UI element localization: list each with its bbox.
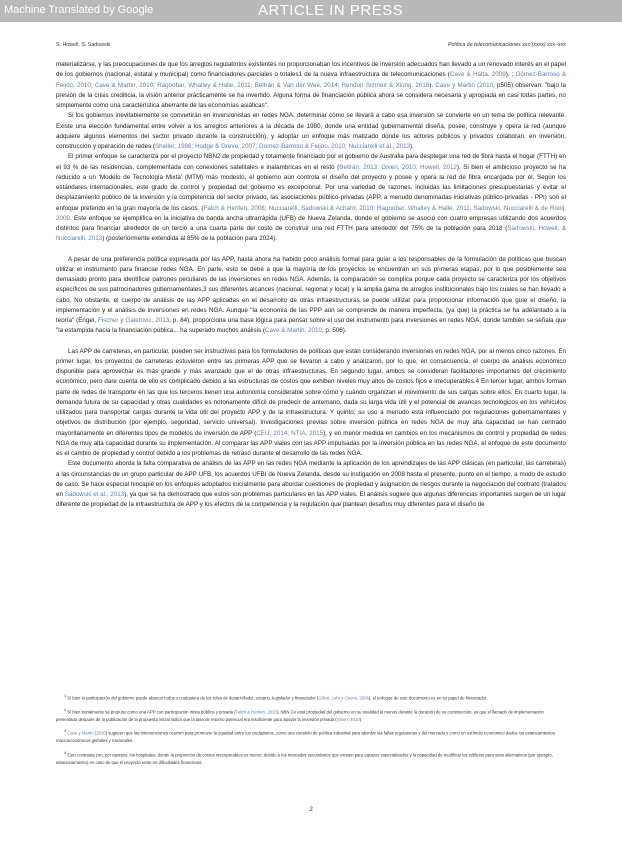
page-number: 2 [309,806,313,813]
text-segment: ). [429,81,436,89]
body-paragraph [56,347,566,460]
text-segment: Las APP de carreteras, en particular, pueden ser instructivas para los formuladores de políticas que están considerando inversiones en redes NGA, por al menos cinco razones. En primer lugar, los proyectos de carreteras estuvieron entre las primeras APP que se llevaron a cabo y analizaron, por lo que, en consecuencia, el cuerpo de análisis económico disponible para aprovechar es más grande y más avanzado que el de otras infraestructuras. En segundo lugar, ambos se consideran facilitadores importantes del crecimiento económico, pero dare cuenta de ello es complicado debido a las estructuras de costos que exhiben niveles muy altos de costos fijos e irrecuperables.4 En tercer lugar, ambos forman parte de redes de transporte en las que los terceros tienen una autonomía considerable sobre cómo y cuándo organizan el movimiento de sus cargas sobre ellos. En cuarto lugar, la demanda futura de su capacidad y otras cualidades es notoriamente difícil de predecir de antemano, dada su larga vida útil y el potencial de avances tecnológicos en los vehículos utilizados para transportar cargas durante la vida útil del proyecto APP y de la infraestructura. Y quinto, su uso a menudo está influenciado por regulaciones gubernamentales y objetivos de distribución (por ejemplo, seguridad, servicio universal). Investigaciones previas sobre inversión pública en redes NGA de muy alta capacidad se han centrado mayoritariamente en diferentes tipos de modelos de inversión de APP ( [56,347,566,437]
text-segment: El primer enfoque se caracteriza por el proyecto NBN2 de propiedad y totalmente financiado por el gobierno de Australia para desplegar una red de fibra hasta el hogar (FTTH) en el 93 % de las residencias, complementada con conexiones satelitales e inalámbricas en el resto ( [56,153,566,171]
text-segment: , p. 506). [321,327,347,335]
text-segment: materializarse, y las preocupaciones de que los arreglos regulatorios existentes no proporcionaban los incentivos de inversión adecuados han llevado a un renovado interés en el papel de los gobiernos (nacional, estatal y municipal) como financiadores parciales o totales1 de la nueva infraestructura de telecomunicaciones ( [56,61,566,79]
text-segment: ). [410,143,414,150]
citation-link[interactable]: Sadowski, Howell, & Nucciarelli, 2013 [56,225,566,243]
machine-translation-banner [0,0,622,22]
body-paragraph [56,152,566,244]
citation-link[interactable]: Cave y Martin (2010 [67,730,106,736]
footnote [56,727,566,744]
citation-link[interactable]: Given, 2010 [336,716,360,722]
text-segment: ), NBN Co está propiedad del gobierno en su totalidad al menos durante la duración de su construcción, ya que el llamado de implementación presentado después de la publicación de la propuesta inicial indicó que la tasa de retorno potencial era insuficiente para apoyar la inversión privada ( [56,709,544,722]
running-header-journal: Política de telecomunicaciones xxx (xxxx) xxx–xxx [447,42,566,48]
citation-link[interactable]: Gómez-Barroso & Feijóo, 2010; Cave & Martin, 2010; Ragoobar, Whalley & Halle, 2011; Beltrán & Van der Wee, 2014; Rendon Schneir & Xiong, 2016 [56,71,566,89]
text-segment: , p505) observan: "bajo la presión de la crisis crediticia, la visión anterior prácticamente se ha invertido. Alguna forma de financiación pública ahora se considera necesaria y apropiada en casi todas partes, no simplemente como una característica aberrante de las economías asiáticas". [56,81,567,109]
footnote [56,749,566,766]
citation-link[interactable]: Falch & Henten, 2010 [235,709,277,715]
text-segment: ) (posteriormente extendida al 85% de la población para 2024). [102,235,277,243]
footnote-number: 2 [64,706,67,712]
text-segment: ). [359,716,363,722]
machine-translated-label: Machine Translated by Google [4,4,154,16]
article-in-press-label: ARTICLE IN PRESS [258,2,404,19]
citation-link[interactable]: Sheller, 1998; Hodge & Greve, 2007; Gómez-Barroso & Feijóo, 2010; Nucciarelli et al., 2013 [155,143,411,150]
text-segment: Si bien la participación del gobierno puede abarcar todos o cualquiera de los roles de desarrollador, usuario, legislador y financiador ( [67,695,319,701]
text-segment: Si los gobiernos inevitablemente se convertirán en inversionistas en redes NGA, determinar cómo se llevará a cabo esa inversión se convierte en un tema de política relevante. Existe una elección fundamental entre volver a los arreglos anteriores a la década de 1980, donde una entidad gubernamental diseña, posee, construye y opera la red (aunque adquiere algunos elementos del sector privado durante la construcción), y adoptar un enfoque más matizado donde los actores públicos y privados colaboran. en inversión, construcción y operación de redes ( [56,112,566,150]
footnote [56,706,566,723]
footnote-number: 1 [64,693,67,698]
citation-link[interactable]: Gillett, Lehr y Osorio, 2006 [318,695,369,701]
text-segment: Si bien inicialmente se propuso como una APP con participación mixta pública y privada ( [67,709,236,715]
text-segment: ). Si bien el ambicioso proyecto se ha reducido a un 'Modelo de Tecnología Mixta' (MTM) más modesto, el gobierno aún controla el diseño del proyecto y posee y opera la red de fibra encargada por él. Según los estándares internacionales, este grado de control y propiedad del gobierno es excepcional. Por una variedad de razones, incluidas las limitaciones presupuestarias y evitar el desplazamiento público de la inversión y la competencia del sector privado, las asociaciones público-privadas (APP, a menudo denominadas iniciativas público-privadas - PPI) son el enfoque preferido en la gran mayoría de los casos. ( [56,163,566,212]
footnotes [56,692,566,770]
text-segment: ). ; [505,71,516,79]
text-segment: ) sugieren que las intervenciones ocurren para promover la equidad entre los ciudadanos, como una cuestión de política industrial para abordar las fallas regulatorias y del mercado y como un estímulo económico dados los estancamientos macroeconómicos globales y nacionales. [56,730,556,744]
citation-link[interactable]: Falch & Henten, 2008; Nucciarelli, Sadowski & Achard, 2010; Ragoobar, Whalley & Halle, 2011; Sadowski, Nucciarelli & de Rooij, 2009 [56,204,566,222]
text-segment: ), y en menor medida en cambios en los mecanismos de control y propiedad de redes NGA de muy alta capacidad durante su implementación. Al comparar las APP viales con las APP impulsadas por la inversión pública en las redes NGA, el enfoque de este documento es el cambio de propiedad y control debido a los problemas de retraso durante el desarrollo de las redes NGA. [56,429,566,457]
citation-link[interactable]: Cave & Martin, 2010 [264,327,322,335]
citation-link[interactable]: Fischer y Galetovic, 2013 [97,317,170,324]
body-paragraph [56,111,566,152]
text-segment: Esto contrasta con, por ejemplo, los hospitales, donde la proporción de costos irrecuperables es menor, debido a los mercados secundarios que existen para equipos especializados y la capacidad de modificar los edificios para usos alternativos (por ejemplo, estacionamiento) en caso de que el proyecto entre en dificultades financieras. [56,752,553,765]
citation-link[interactable]: Cave & Hatta, 2009 [449,71,506,79]
text-segment: A pesar de una preferencia política expresada por las APP, hasta ahora ha habido poco análisis formal para guiar a los responsables de la formulación de políticas que buscan utilizar el instrumento para financiar redes NGA. En parte, esto se debe a que la mayoría de los proyectos se encuentran en sus primeras etapas, por lo que posiblemente sea demasiado pronto para identificar patrones peculiares de las inversiones en redes NGA. Además, la comparación se complica porque cada proyecto se caracteriza por los objetivos específicos de sus patrocinadores gubernamentales,3 sus diferentes alcances (nacional, regional y local) y la amplia gama de arreglos institucionales bajo los cuales se han llevado a cabo. No obstante, el cuerpo de análisis de las APP aplicadas en el desarrollo de otras infraestructuras se puede utilizar para proporcionar información que guíe el diseño, la implementación y el análisis de inversiones en redes NGA. Aunque "la economía de las PPP aún se comprende de manera imperfecta, (ya que) la práctica se ha adelantado a la teoría" (Engel, [56,255,566,324]
text-segment: . Este enfoque se ejemplifica en la iniciativa de banda ancha ultrarrápida (UFB) de Nueva Zelanda, donde el gobierno se asoció con cuatro empresas utilizando dos acuerdos distintos para financiar alrededor de un tercio a una cuarta parte del costo de construir una red FTTH para alrededor del 75% de la población para 2018 ( [56,214,566,232]
citation-link[interactable]: Cave y Martin (2010 [435,81,494,89]
body-text [56,60,566,511]
running-header-authors: S. Howell, S. Sadowski [56,42,111,48]
text-segment: Este documento aborda la falta comparativa de análisis de las APP en las redes NGA mediante la aplicación de los aprendizajes de las APP clásicas (en particular, las carreteras) a las circunstancias de un grupo particular de APP UFB, los acuerdos UFBI de Nueva Zelanda, desde su instigación en 2008 hasta el presente. punto en el tiempo, a modo de estudio de caso. Se hace especial hincapié en los enfoques adoptados inicialmente para abordar cuestiones de propiedad y asignación de riesgos durante la negociación del contrato (tratados en [56,460,566,498]
body-paragraph [56,459,566,510]
citation-link[interactable]: CEU, 2014; NTIA, 2015 [256,429,324,437]
body-paragraph [56,255,566,337]
text-segment: , p. 84), proporciona una base lógica para pensar sobre el uso del instrumento para inversiones en redes NGA, donde también se señala que "la estampida hacia la financiación pública... ha superado muchos análisis ( [56,317,566,335]
text-segment: ), ya que se ha demostrado que estos son problemas particulares en las APP viales. El análisis sugiere que algunas diferencias importantes surgen de un lugar diferente de propiedad de la infraestructura de APP y los efectos de la competencia y la regulación que plantean desafíos muy diferentes para el diseño de [56,491,566,509]
footnote-number: 4 [64,749,67,755]
body-paragraph [56,60,566,111]
footnote [56,692,566,702]
text-segment: ), el enfoque de este documento es en su papel de financiador. [368,695,488,701]
citation-link[interactable]: Beltrán, 2013; Given, 2010; Howell, 2012 [339,163,457,171]
citation-link[interactable]: Sadowski et al., 2013 [64,491,125,498]
footnote-number: 3 [64,728,67,734]
